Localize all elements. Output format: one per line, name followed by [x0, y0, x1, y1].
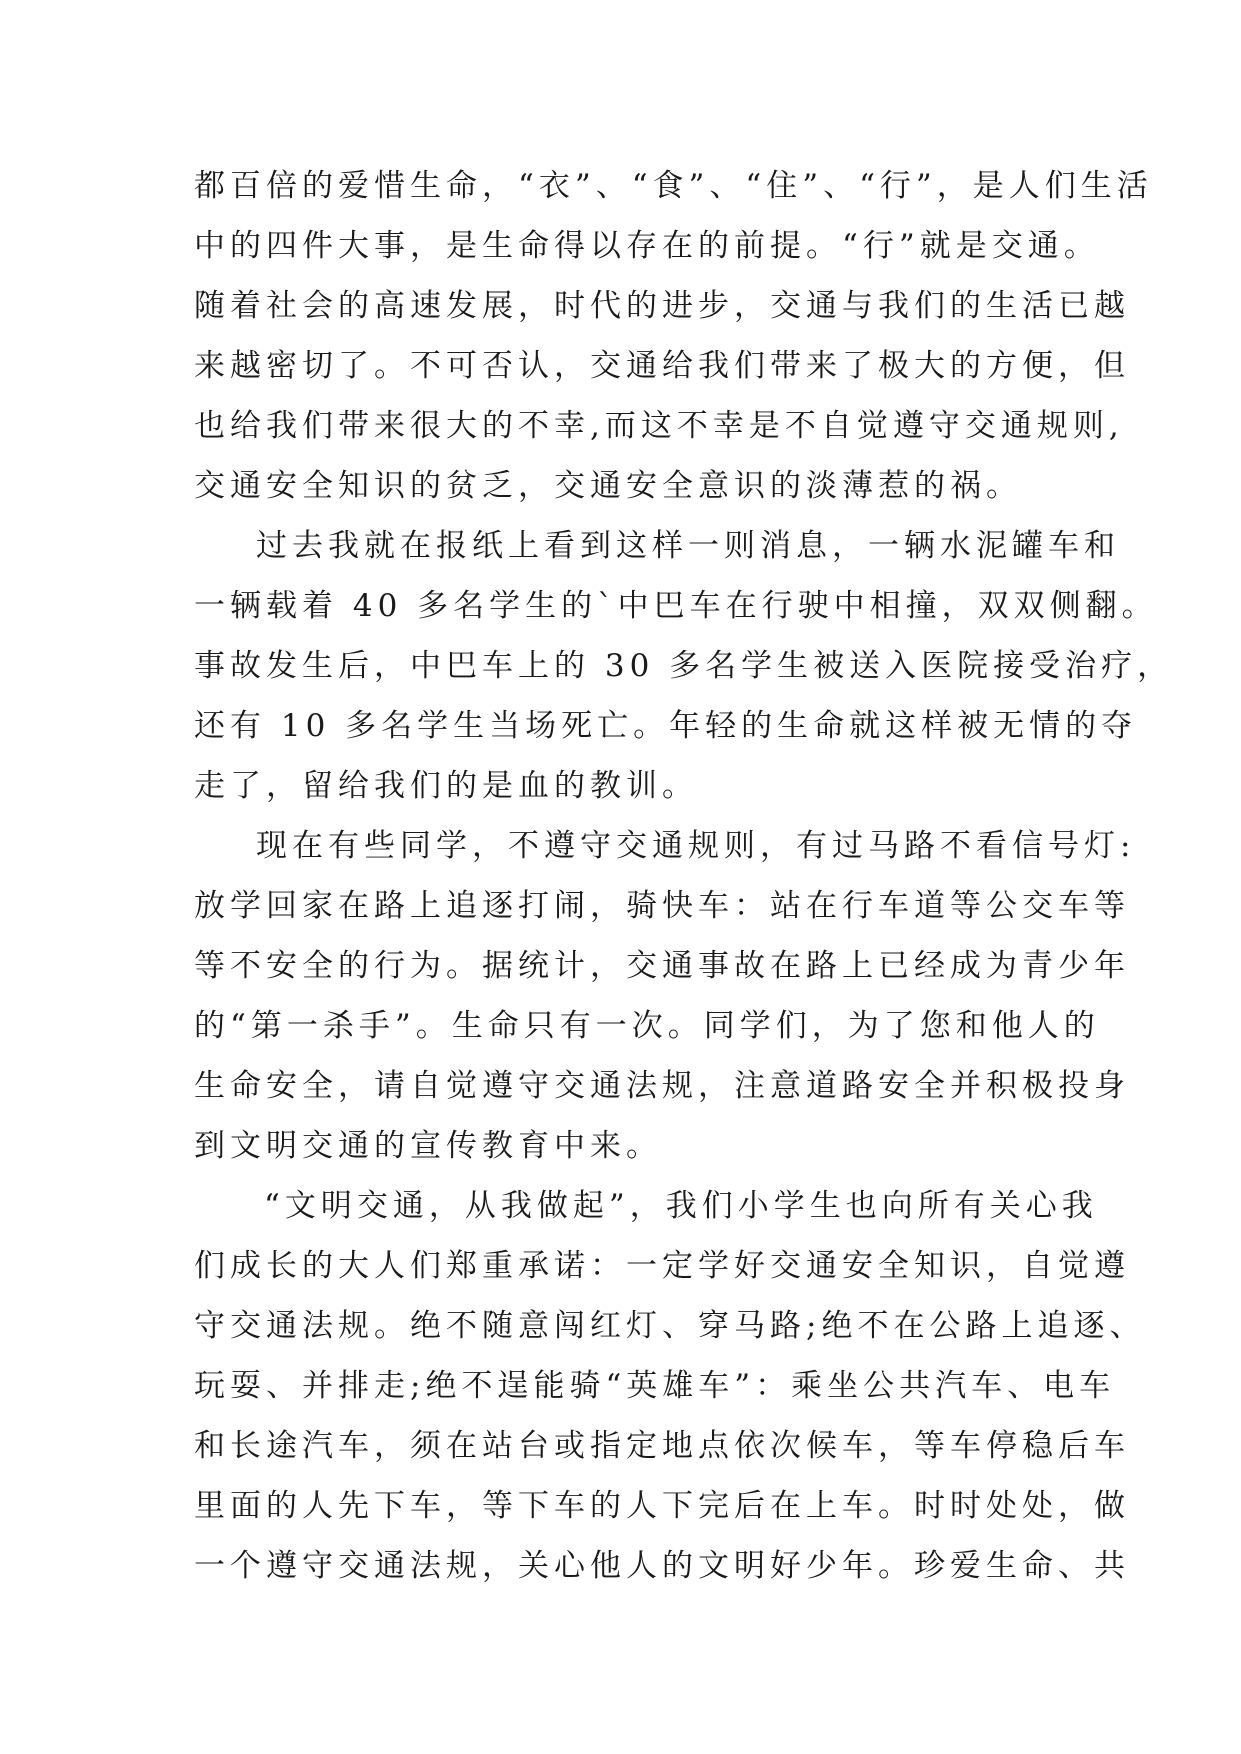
text-line: 还有 10 多名学生当场死亡。年轻的生命就这样被无情的夺	[194, 708, 1138, 744]
paragraph-start-line: “文明交通，从我做起”，我们小学生也向所有关心我	[264, 1188, 1098, 1224]
text-line: 一辆载着 40 多名学生的`中巴车在行驶中相撞，双双侧翻。	[194, 588, 1158, 624]
text-line: 守交通法规。绝不随意闯红灯、穿马路;绝不在公路上追逐、	[194, 1308, 1146, 1344]
text-line: 到文明交通的宣传教育中来。	[194, 1128, 662, 1164]
text-line: 来越密切了。不可否认，交通给我们带来了极大的方便，但	[194, 348, 1130, 384]
text-line: 里面的人先下车，等下车的人下完后在上车。时时处处，做	[194, 1488, 1130, 1524]
text-line: 走了，留给我们的是血的教训。	[194, 768, 698, 804]
document-body	[194, 156, 1174, 1596]
text-line: 放学回家在路上追逐打闹，骑快车：站在行车道等公交车等	[194, 888, 1130, 924]
paragraph-start-line: 过去我就在报纸上看到这样一则消息，一辆水泥罐车和	[256, 528, 1120, 564]
text-line: 生命安全，请自觉遵守交通法规，注意道路安全并积极投身	[194, 1068, 1130, 1104]
text-line: 们成长的大人们郑重承诺：一定学好交通安全知识，自觉遵	[194, 1248, 1130, 1284]
text-line: 中的四件大事，是生命得以存在的前提。“行”就是交通。	[194, 228, 1100, 264]
text-line: 等不安全的行为。据统计，交通事故在路上已经成为青少年	[194, 948, 1130, 984]
text-line: 事故发生后，中巴车上的 30 多名学生被送入医院接受治疗，	[194, 648, 1174, 684]
text-line: 随着社会的高速发展，时代的进步，交通与我们的生活已越	[194, 288, 1130, 324]
text-line: 一个遵守交通法规，关心他人的文明好少年。珍爱生命、共	[194, 1548, 1130, 1584]
text-line: 也给我们带来很大的不幸,而这不幸是不自觉遵守交通规则,	[194, 408, 1124, 444]
text-line: 玩耍、并排走;绝不逞能骑“英雄车”：乘坐公共汽车、电车	[194, 1368, 1116, 1404]
text-line: 和长途汽车，须在站台或指定地点依次候车，等车停稳后车	[194, 1428, 1130, 1464]
text-line: 的“第一杀手”。生命只有一次。同学们，为了您和他人的	[194, 1008, 1100, 1044]
text-line: 交通安全知识的贫乏，交通安全意识的淡薄惹的祸。	[194, 468, 1022, 504]
text-line: 都百倍的爱惜生命，“衣”、“食”、“住”、“行”，是人们生活	[194, 168, 1153, 204]
paragraph-start-line: 现在有些同学，不遵守交通规则，有过马路不看信号灯:	[256, 828, 1136, 864]
